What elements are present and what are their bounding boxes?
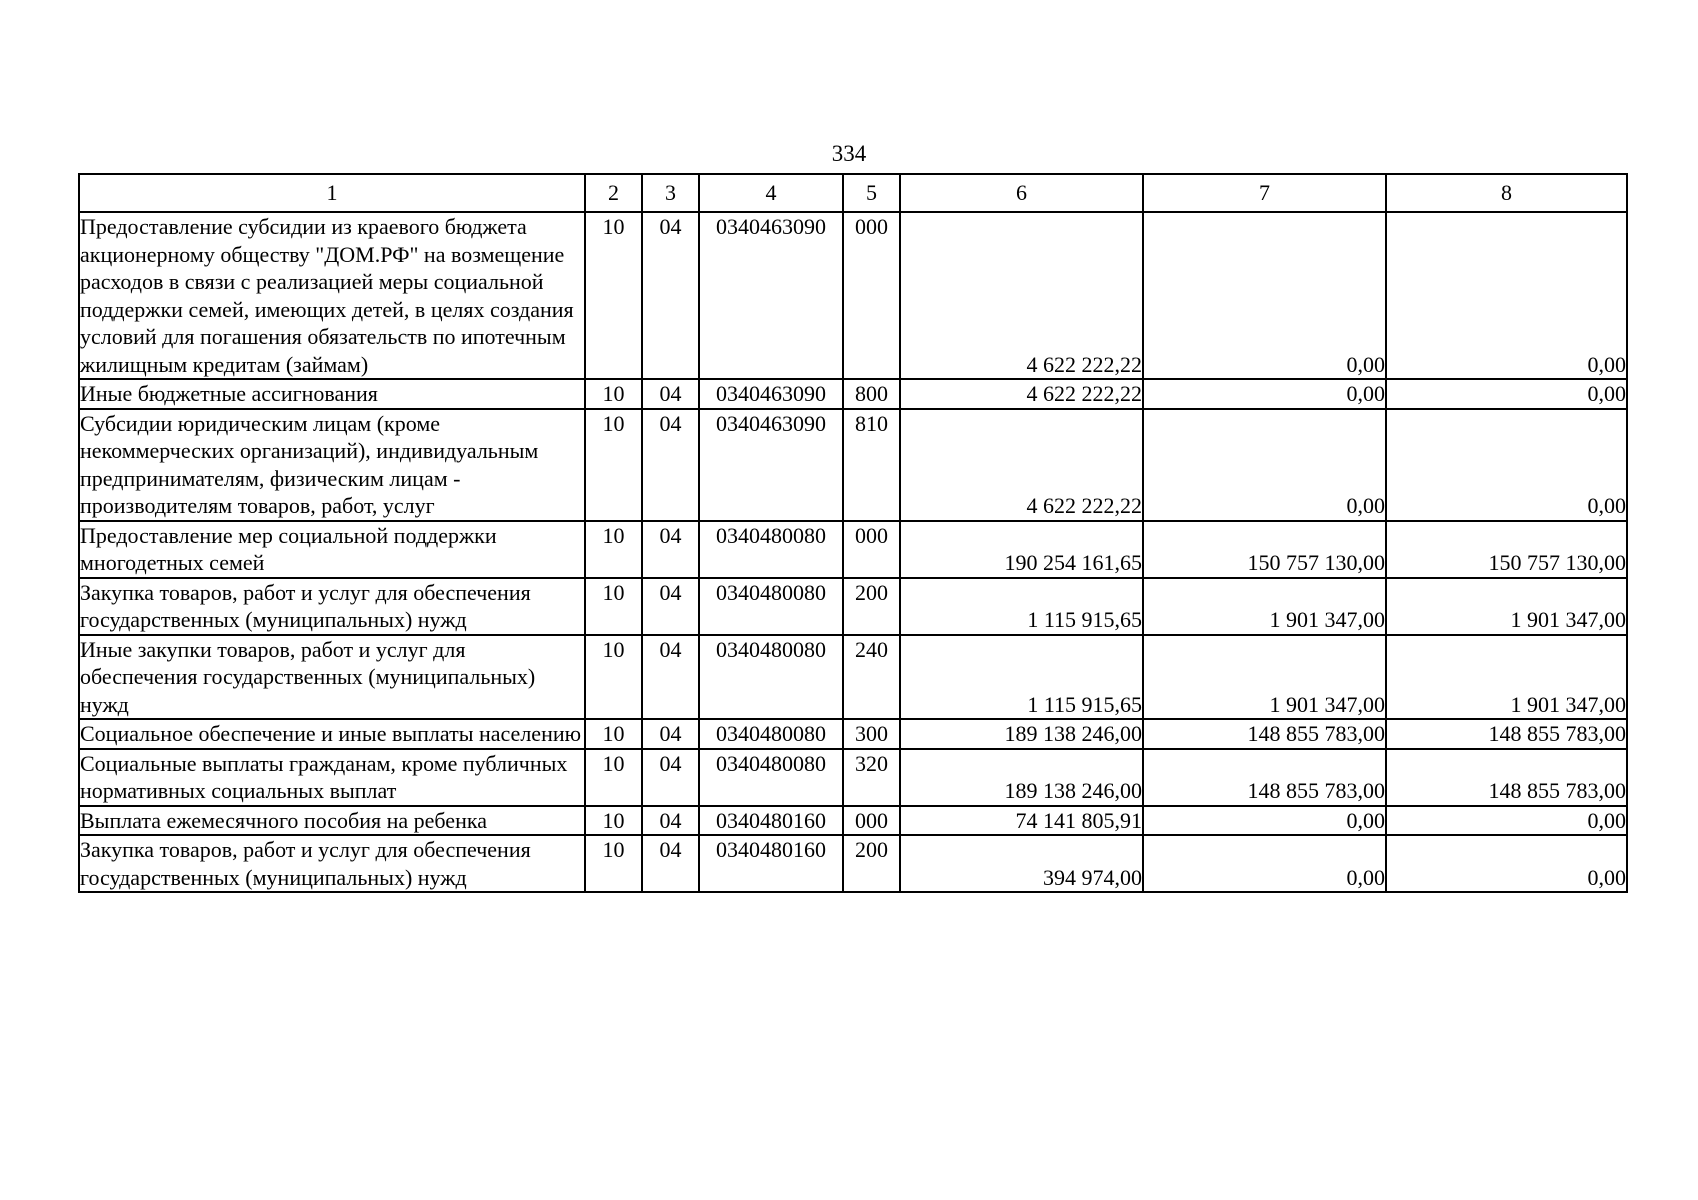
subsection-code-cell: 04 <box>642 806 699 836</box>
target-article-cell: 0340463090 <box>699 379 843 409</box>
subsection-code-cell: 04 <box>642 578 699 635</box>
item-name-cell: Закупка товаров, работ и услуг для обеспечения государственных (муниципальных) нужд <box>79 578 585 635</box>
expense-type-cell: 200 <box>843 578 900 635</box>
target-article-cell: 0340480160 <box>699 835 843 892</box>
subsection-code-cell: 04 <box>642 635 699 720</box>
subsection-code-cell: 04 <box>642 719 699 749</box>
target-article-cell: 0340480080 <box>699 749 843 806</box>
expense-type-cell: 300 <box>843 719 900 749</box>
target-article-cell: 0340463090 <box>699 409 843 521</box>
amount-col7-cell: 1 901 347,00 <box>1143 578 1386 635</box>
table-row <box>79 409 1627 521</box>
amount-col8-cell: 0,00 <box>1386 379 1627 409</box>
item-name-cell: Иные закупки товаров, работ и услуг для обеспечения государственных (муниципальных) нужд <box>79 635 585 720</box>
item-name-cell: Иные бюджетные ассигнования <box>79 379 585 409</box>
amount-col7-cell: 150 757 130,00 <box>1143 521 1386 578</box>
subsection-code-cell: 04 <box>642 749 699 806</box>
target-article-cell: 0340480080 <box>699 578 843 635</box>
section-code-cell: 10 <box>585 806 642 836</box>
section-code-cell: 10 <box>585 835 642 892</box>
expense-type-cell: 000 <box>843 212 900 379</box>
amount-col8-cell: 0,00 <box>1386 806 1627 836</box>
item-name-cell: Социальное обеспечение и иные выплаты населению <box>79 719 585 749</box>
target-article-cell: 0340480080 <box>699 719 843 749</box>
section-code-cell: 10 <box>585 635 642 720</box>
table-row <box>79 635 1627 720</box>
target-article-cell: 0340480080 <box>699 635 843 720</box>
subsection-code-cell: 04 <box>642 409 699 521</box>
section-code-cell: 10 <box>585 409 642 521</box>
amount-col6-cell: 1 115 915,65 <box>900 635 1143 720</box>
header-row <box>79 174 1627 212</box>
table-row <box>79 719 1627 749</box>
column-header: 4 <box>699 174 843 212</box>
budget-table <box>78 173 1628 893</box>
item-name-cell: Предоставление мер социальной поддержки многодетных семей <box>79 521 585 578</box>
expense-type-cell: 800 <box>843 379 900 409</box>
amount-col7-cell: 0,00 <box>1143 835 1386 892</box>
column-header: 7 <box>1143 174 1386 212</box>
expense-type-cell: 810 <box>843 409 900 521</box>
table-row <box>79 379 1627 409</box>
amount-col8-cell: 0,00 <box>1386 835 1627 892</box>
amount-col6-cell: 4 622 222,22 <box>900 409 1143 521</box>
column-header: 2 <box>585 174 642 212</box>
target-article-cell: 0340480080 <box>699 521 843 578</box>
target-article-cell: 0340480160 <box>699 806 843 836</box>
item-name-cell: Социальные выплаты гражданам, кроме публичных нормативных социальных выплат <box>79 749 585 806</box>
expense-type-cell: 000 <box>843 806 900 836</box>
item-name-cell: Выплата ежемесячного пособия на ребенка <box>79 806 585 836</box>
amount-col7-cell: 1 901 347,00 <box>1143 635 1386 720</box>
amount-col8-cell: 1 901 347,00 <box>1386 578 1627 635</box>
subsection-code-cell: 04 <box>642 379 699 409</box>
column-header: 1 <box>79 174 585 212</box>
table-row <box>79 212 1627 379</box>
item-name-cell: Субсидии юридическим лицам (кроме некоммерческих организаций), индивидуальным предпринимателям, физическим лицам - производителям товаров, работ, услуг <box>79 409 585 521</box>
amount-col7-cell: 0,00 <box>1143 212 1386 379</box>
subsection-code-cell: 04 <box>642 212 699 379</box>
subsection-code-cell: 04 <box>642 521 699 578</box>
amount-col8-cell: 1 901 347,00 <box>1386 635 1627 720</box>
section-code-cell: 10 <box>585 379 642 409</box>
column-header: 6 <box>900 174 1143 212</box>
amount-col8-cell: 148 855 783,00 <box>1386 719 1627 749</box>
table-row <box>79 521 1627 578</box>
amount-col8-cell: 150 757 130,00 <box>1386 521 1627 578</box>
expense-type-cell: 200 <box>843 835 900 892</box>
column-header: 8 <box>1386 174 1627 212</box>
table-row <box>79 749 1627 806</box>
amount-col8-cell: 0,00 <box>1386 212 1627 379</box>
amount-col6-cell: 4 622 222,22 <box>900 212 1143 379</box>
expense-type-cell: 000 <box>843 521 900 578</box>
column-header: 5 <box>843 174 900 212</box>
amount-col7-cell: 148 855 783,00 <box>1143 749 1386 806</box>
amount-col7-cell: 148 855 783,00 <box>1143 719 1386 749</box>
amount-col8-cell: 0,00 <box>1386 409 1627 521</box>
section-code-cell: 10 <box>585 749 642 806</box>
amount-col7-cell: 0,00 <box>1143 409 1386 521</box>
subsection-code-cell: 04 <box>642 835 699 892</box>
section-code-cell: 10 <box>585 719 642 749</box>
amount-col6-cell: 74 141 805,91 <box>900 806 1143 836</box>
amount-col7-cell: 0,00 <box>1143 806 1386 836</box>
expense-type-cell: 240 <box>843 635 900 720</box>
table-row <box>79 835 1627 892</box>
table-row <box>79 806 1627 836</box>
amount-col6-cell: 1 115 915,65 <box>900 578 1143 635</box>
item-name-cell: Предоставление субсидии из краевого бюджета акционерному обществу "ДОМ.РФ" на возмещение расходов в связи с реализацией меры социальной поддержки семей, имеющих детей, в целях создания условий для погашения обязательств по ипотечным жилищным кредитам (займам) <box>79 212 585 379</box>
expense-type-cell: 320 <box>843 749 900 806</box>
section-code-cell: 10 <box>585 212 642 379</box>
page-number: 334 <box>831 141 867 166</box>
amount-col8-cell: 148 855 783,00 <box>1386 749 1627 806</box>
amount-col6-cell: 394 974,00 <box>900 835 1143 892</box>
section-code-cell: 10 <box>585 578 642 635</box>
column-header: 3 <box>642 174 699 212</box>
amount-col6-cell: 190 254 161,65 <box>900 521 1143 578</box>
target-article-cell: 0340463090 <box>699 212 843 379</box>
item-name-cell: Закупка товаров, работ и услуг для обеспечения государственных (муниципальных) нужд <box>79 835 585 892</box>
amount-col6-cell: 4 622 222,22 <box>900 379 1143 409</box>
amount-col6-cell: 189 138 246,00 <box>900 749 1143 806</box>
table-row <box>79 578 1627 635</box>
section-code-cell: 10 <box>585 521 642 578</box>
amount-col7-cell: 0,00 <box>1143 379 1386 409</box>
amount-col6-cell: 189 138 246,00 <box>900 719 1143 749</box>
